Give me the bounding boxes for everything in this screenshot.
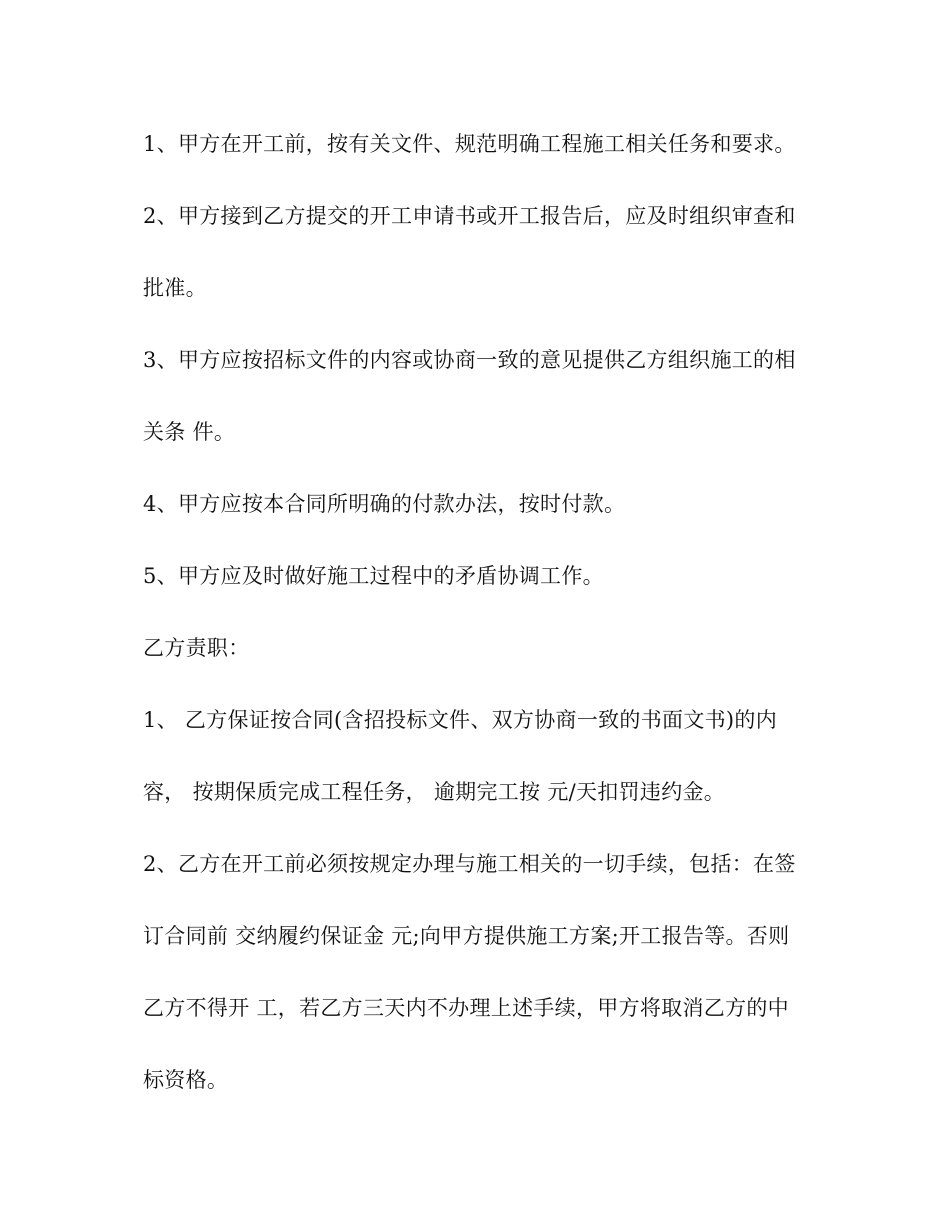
party-b-duty-2-continuation-1: 订合同前 交纳履约保证金 元;向甲方提供施工方案;开工报告等。否则 <box>143 924 790 948</box>
party-b-duty-1-line: 1、 乙方保证按合同(含招投标文件、双方协商一致的书面文书)的内 <box>143 708 778 732</box>
party-a-duty-1-line: 1、甲方在开工前，按有关文件、规范明确工程施工相关任务和要求。 <box>143 132 796 156</box>
party-a-duty-3-line: 3、甲方应按招标文件的内容或协商一致的意见提供乙方组织施工的相 <box>143 348 796 372</box>
party-a-duty-4-line: 4、甲方应按本合同所明确的付款办法，按时付款。 <box>143 492 626 516</box>
party-a-duty-2-line: 2、甲方接到乙方提交的开工申请书或开工报告后，应及时组织审查和 <box>143 204 796 228</box>
party-b-duties-heading: 乙方责职： <box>143 636 250 660</box>
party-a-duty-2-continuation: 批准。 <box>143 276 207 300</box>
party-a-duty-3-continuation: 关条 件。 <box>143 420 236 444</box>
party-a-duty-5-line: 5、甲方应及时做好施工过程中的矛盾协调工作。 <box>143 564 604 588</box>
party-b-duty-2-continuation-2: 乙方不得开 工，若乙方三天内不办理上述手续，甲方将取消乙方的中 <box>143 996 789 1020</box>
party-b-duty-2-continuation-3: 标资格。 <box>143 1068 229 1092</box>
party-b-duty-2-line: 2、乙方在开工前必须按规定办理与施工相关的一切手续，包括：在签 <box>143 852 796 876</box>
party-b-duty-1-continuation: 容， 按期保质完成工程任务， 逾期完工按 元/天扣罚违约金。 <box>143 780 726 804</box>
